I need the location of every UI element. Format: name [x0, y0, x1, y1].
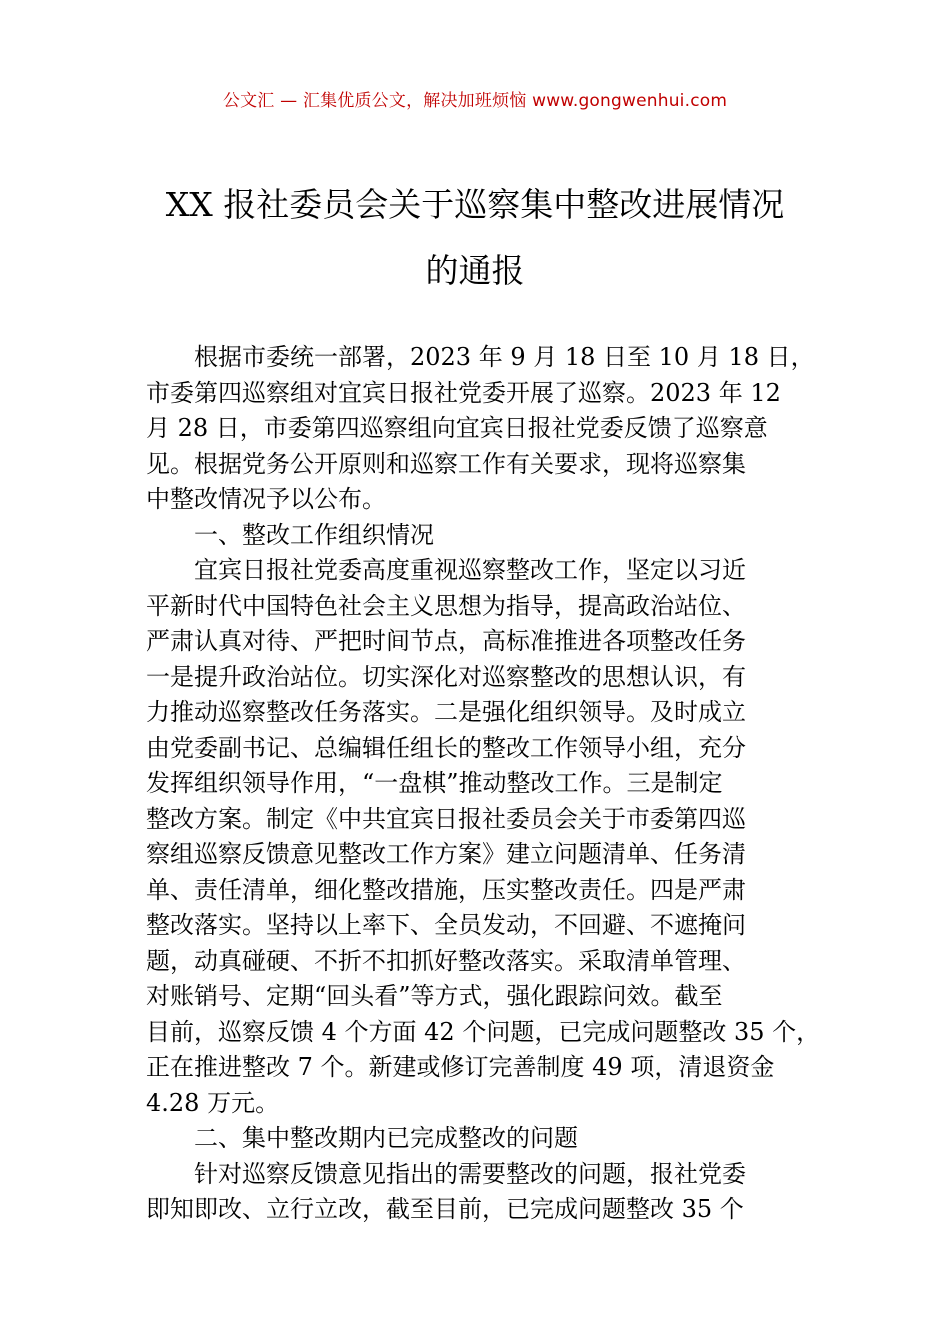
paragraph-line: 正在推进整改 7 个。新建或修订完善制度 49 项，清退资金: [146, 1053, 775, 1081]
paragraph-line: 单、责任清单，细化整改措施，压实整改责任。四是严肃: [146, 875, 746, 904]
section-heading-1: 一、整改工作组织情况: [194, 520, 434, 549]
title-line-2: 的通报: [425, 251, 525, 290]
paragraph-line: 由党委副书记、总编辑任组长的整改工作领导小组，充分: [146, 733, 746, 762]
paragraph-line: 即知即改、立行立改，截至目前，已完成问题整改 35 个: [146, 1195, 744, 1223]
paragraph-line: 严肃认真对待、严把时间节点，高标准推进各项整改任务: [146, 627, 746, 655]
paragraph-line: 见。根据党务公开原则和巡察工作有关要求，现将巡察集: [146, 449, 746, 478]
paragraph-line: 题，动真碰硬、不折不扣抓好整改落实。采取清单管理、: [146, 946, 746, 975]
paragraph-line: 宜宾日报社党委高度重视巡察整改工作，坚定以习近: [194, 556, 746, 584]
title-line-1: XX 报社委员会关于巡察集中整改进展情况: [165, 185, 785, 224]
paragraph-line: 整改落实。坚持以上率下、全员发动，不回避、不遮掩问: [146, 911, 746, 939]
paragraph-line: 月 28 日，市委第四巡察组向宜宾日报社党委反馈了巡察意: [146, 414, 768, 442]
paragraph-line: 察组巡察反馈意见整改工作方案》建立问题清单、任务清: [146, 840, 746, 868]
paragraph-line: 根据市委统一部署，2023 年 9 月 18 日至 10 月 18 日，: [194, 343, 815, 371]
paragraph-line: 对账销号、定期“回头看”等方式，强化跟踪问效。截至: [146, 982, 723, 1010]
header-banner: 公文汇 — 汇集优质公文，解决加班烦恼 www.gongwenhui.com: [222, 91, 728, 111]
document-body: [146, 340, 836, 1228]
paragraph-line: 发挥组织领导作用，“一盘棋”推动整改工作。三是制定: [146, 769, 723, 797]
paragraph-line: 4.28 万元。: [146, 1088, 280, 1117]
paragraph-line: 平新时代中国特色社会主义思想为指导，提高政治站位、: [146, 591, 746, 620]
section-heading-2: 二、集中整改期内已完成整改的问题: [194, 1124, 578, 1152]
paragraph-line: 中整改情况予以公布。: [146, 485, 386, 513]
paragraph-line: 市委第四巡察组对宜宾日报社党委开展了巡察。2023 年 12: [146, 378, 781, 407]
document-title: [60, 172, 890, 304]
paragraph-line: 整改方案。制定《中共宜宾日报社委员会关于市委第四巡: [146, 804, 746, 833]
paragraph-line: 目前，巡察反馈 4 个方面 42 个问题，已完成问题整改 35 个，: [146, 1017, 821, 1046]
paragraph-line: 力推动巡察整改任务落实。二是强化组织领导。及时成立: [146, 698, 746, 726]
paragraph-line: 一是提升政治站位。切实深化对巡察整改的思想认识，有: [146, 662, 746, 691]
paragraph-line: 针对巡察反馈意见指出的需要整改的问题，报社党委: [194, 1159, 746, 1188]
